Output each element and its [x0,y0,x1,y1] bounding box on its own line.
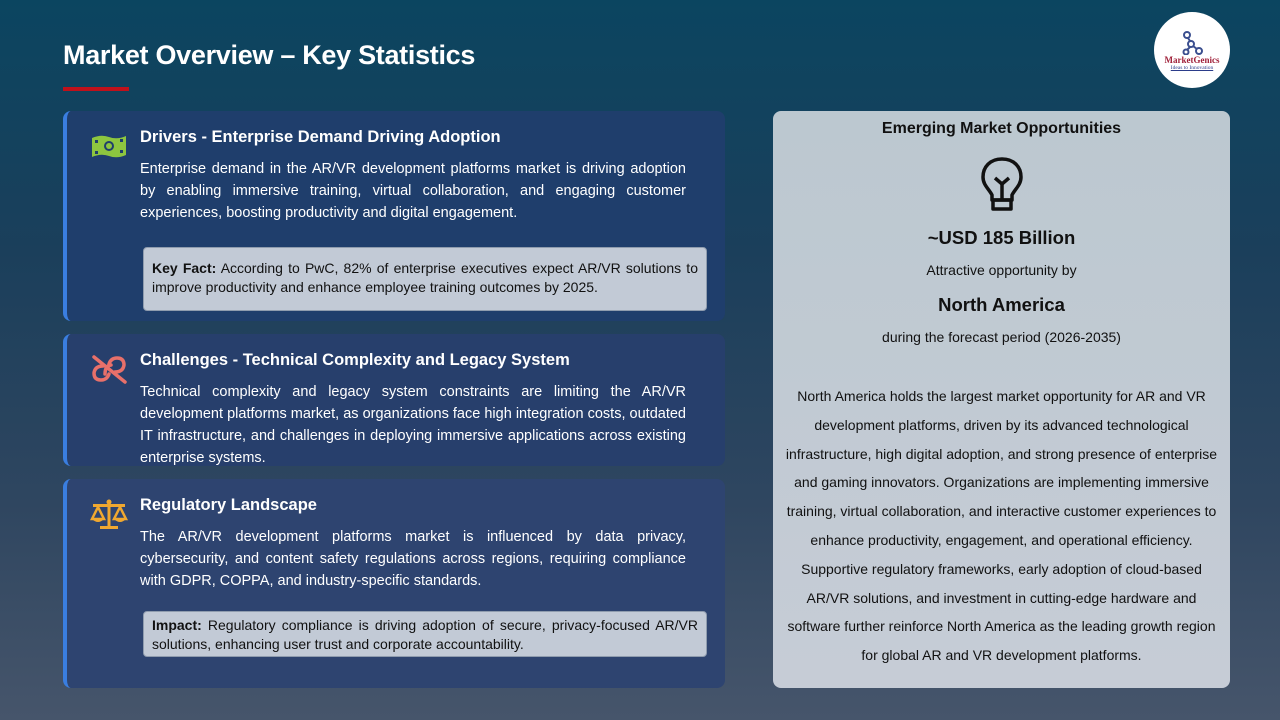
money-bill-icon [89,129,129,163]
impact-label: Impact: [152,617,202,633]
opportunity-subtitle: Attractive opportunity by [926,262,1077,278]
challenges-title: Challenges - Technical Complexity and Legacy System [140,351,570,369]
opportunity-description: North America holds the largest market opportunity for AR and VR development platforms, driven by its advanced technological infrastructure, high digital adoption, and strong presence of enterprise and gaming innovators. Organizations are implementing immersive training, virtual collaboration, and interactive customer experiences to enhance productivity, engagement, and operational efficiency. Supportive regulatory frameworks, early adoption of cloud-based AR/VR solutions, and investment in cutting-edge hardware and software further reinforce North America as the leading growth region for global AR and VR development platforms. [785,388,1218,664]
drivers-card [63,111,725,321]
opportunity-panel [773,111,1230,688]
logo-name: MarketGenics [1164,54,1220,65]
forecast-period: during the forecast period (2026-2035) [882,329,1121,345]
molecule-icon [1181,31,1203,55]
challenges-card [63,334,725,466]
broken-link-icon [89,352,129,386]
page-title: Market Overview – Key Statistics [63,40,476,70]
logo-tagline: Ideas to Innovation [1170,64,1214,71]
key-fact-box [143,247,707,311]
title-underline [63,87,129,91]
company-logo [1154,12,1230,88]
key-fact-text: According to PwC, 82% of enterprise executives expect AR/VR solutions to improve productivity and enhance employee training outcomes by 2025. [152,260,698,295]
challenges-body: Technical complexity and legacy system constraints are limiting the AR/VR development platforms market, as organizations face high integration costs, outdated IT infrastructure, and challenges in deploying immersive applications across existing enterprise systems. [140,384,686,466]
opportunity-title: Emerging Market Opportunities [881,120,1122,137]
lightbulb-icon [980,156,1024,212]
drivers-body: Enterprise demand in the AR/VR development platforms market is driving adoption by enabling immersive training, virtual collaboration, and engaging customer experiences, boosting productivity and digital engagement. [140,161,686,221]
opportunity-value: ~USD 185 Billion [927,227,1076,248]
regulatory-card [63,479,725,688]
key-fact-label: Key Fact: [152,260,217,276]
opportunity-region: North America [938,294,1065,315]
scales-icon [89,497,129,531]
regulatory-title: Regulatory Landscape [140,496,317,514]
impact-text: Regulatory compliance is driving adoption of secure, privacy-focused AR/VR solutions, enhancing user trust and corporate accountability. [152,617,698,652]
drivers-title: Drivers - Enterprise Demand Driving Adoption [140,128,501,146]
regulatory-body: The AR/VR development platforms market is influenced by data privacy, cybersecurity, and content safety regulations across regions, requiring compliance with GDPR, COPPA, and industry-specific standards. [140,529,686,589]
impact-box [143,611,707,657]
